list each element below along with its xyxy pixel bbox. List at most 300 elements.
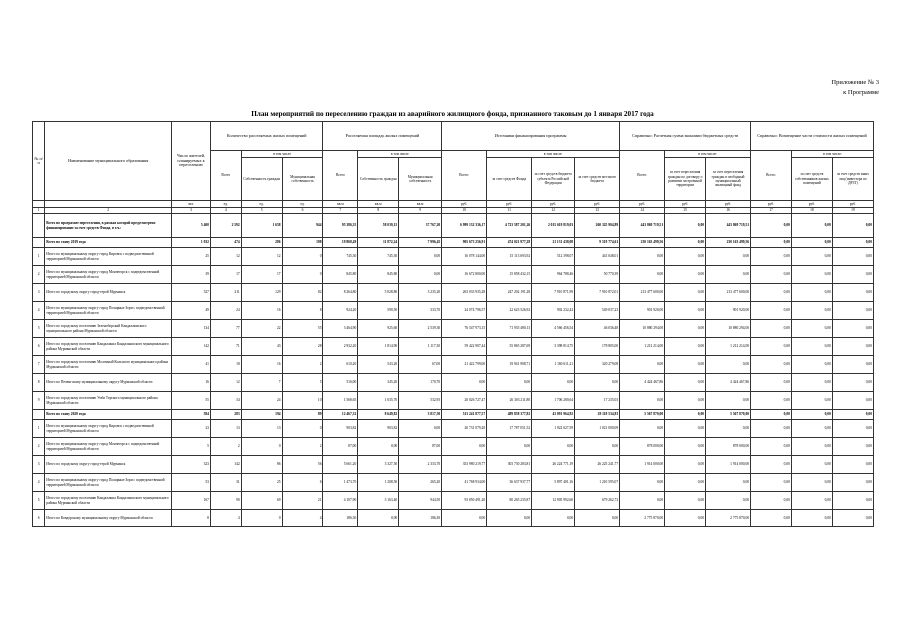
value-cell: 0,00	[791, 356, 832, 374]
value-cell: 474	[210, 238, 241, 248]
header-fin-incl: в том числе:	[487, 151, 620, 158]
value-cell: 77	[210, 320, 241, 338]
value-cell: 0,00	[832, 356, 873, 374]
value-cell: 16	[172, 374, 211, 392]
table-row	[33, 438, 874, 456]
value-cell: 0,00	[791, 214, 832, 238]
table-row	[33, 420, 874, 438]
value-cell: 16 078 144,00	[442, 248, 487, 266]
value-cell: 1 208,50	[358, 474, 399, 492]
header-group-count: Количество расселяемых жилых помещений	[210, 122, 323, 151]
value-cell: 0,00	[620, 356, 665, 374]
value-cell: 41 768 934,00	[442, 474, 487, 492]
value-cell: 0,00	[665, 266, 706, 284]
value-cell: 50 770,39	[575, 266, 620, 284]
value-cell: 31	[210, 474, 241, 492]
value-cell: 4 723 587 201,26	[487, 214, 532, 238]
value-cell: 845,80	[323, 266, 358, 284]
value-cell: 320 279,08	[575, 356, 620, 374]
value-cell: 19 868,49	[323, 238, 358, 248]
value-cell: 0,00	[665, 238, 706, 248]
unit-cell: руб.	[706, 201, 751, 208]
value-cell: 0,00	[751, 302, 792, 320]
value-cell: 513 241 877,57	[442, 410, 487, 420]
value-cell: 4 566 456,54	[532, 320, 575, 338]
header-num: № п/п	[33, 122, 45, 201]
unit-cell: кв.м	[399, 201, 442, 208]
value-cell: 878 000,00	[706, 438, 751, 456]
value-cell: 21 422 799,00	[442, 356, 487, 374]
column-number-cell: 19	[832, 208, 873, 214]
table-row	[33, 374, 874, 392]
value-cell: 8 264,80	[323, 284, 358, 302]
column-number-cell: 5	[241, 208, 282, 214]
value-cell: 345,20	[358, 374, 399, 392]
header-ref-a: за счет переселения граждан по договору о развитии застроенной территории	[665, 158, 706, 201]
table-row	[33, 510, 874, 527]
value-cell: 0,00	[751, 474, 792, 492]
value-cell: 36 637 937,77	[487, 474, 532, 492]
value-cell: 55	[172, 392, 211, 410]
value-cell: 0,00	[832, 302, 873, 320]
municipality-name-cell: Итого по городскому округу город-герой Мурманск	[45, 284, 172, 302]
value-cell: 441 048,01	[575, 248, 620, 266]
value-cell: 443 869 719,51	[706, 214, 751, 238]
value-cell: 15 858 432,15	[487, 266, 532, 284]
unit-cell: руб.	[442, 201, 487, 208]
value-cell: 3 327,50	[358, 456, 399, 474]
value-cell: 944	[282, 214, 323, 238]
unit-cell: руб.	[487, 201, 532, 208]
value-cell: 71 935 480,13	[487, 320, 532, 338]
value-cell: 1 658	[241, 214, 282, 238]
value-cell: 2 775 870,00	[620, 510, 665, 527]
row-number-cell: 6	[33, 510, 45, 527]
value-cell: 443 869 719,51	[620, 214, 665, 238]
value-cell: 10 880 294,00	[706, 320, 751, 338]
row-number-cell: 9	[33, 392, 45, 410]
value-cell: 0,00	[706, 474, 751, 492]
value-cell: 527	[172, 284, 211, 302]
value-cell: 0,00	[665, 338, 706, 356]
value-cell: 7 910 871,99	[532, 284, 575, 302]
value-cell: 532,95	[399, 392, 442, 410]
value-cell: 2 932,20	[323, 338, 358, 356]
column-number-cell: 1	[33, 208, 45, 214]
value-cell: 16	[241, 302, 282, 320]
value-cell: 0,00	[665, 214, 706, 238]
value-cell: 4 424 467,86	[706, 374, 751, 392]
municipality-name-cell: Всего по этапу 2020 года	[45, 410, 172, 420]
value-cell: 0,00	[620, 492, 665, 510]
value-cell: 0,00	[751, 420, 792, 438]
column-number-cell: 15	[665, 208, 706, 214]
column-number-cell: 4	[210, 208, 241, 214]
value-cell: 925,60	[358, 320, 399, 338]
value-cell: 0,00	[832, 284, 873, 302]
table-row	[33, 266, 874, 284]
value-cell: 186,30	[399, 510, 442, 527]
header-mo: Наименование муниципального образования	[45, 122, 172, 201]
table-row	[33, 456, 874, 474]
value-cell: 0,00	[832, 214, 873, 238]
value-cell: 0,00	[751, 338, 792, 356]
value-cell: 0,00	[751, 284, 792, 302]
value-cell: 4	[210, 510, 241, 527]
value-cell: 20 731 079,20	[442, 420, 487, 438]
appendix-line-2: к Программе	[843, 89, 879, 96]
value-cell: 134	[172, 320, 211, 338]
unit-cell: чел.	[172, 201, 211, 208]
value-cell: 0,00	[665, 420, 706, 438]
value-cell: 0,00	[832, 266, 873, 284]
value-cell: 8	[172, 510, 211, 527]
value-cell: 2 539,30	[399, 320, 442, 338]
value-cell: 24	[210, 302, 241, 320]
value-cell: 265,20	[399, 474, 442, 492]
header-group-ref1: Справочно: Расчетная сумма экономии бюджетных средств	[620, 122, 751, 151]
value-cell: 0,00	[532, 510, 575, 527]
value-cell: 0,00	[665, 438, 706, 456]
value-cell: 12 467,32	[323, 410, 358, 420]
value-cell: 0,00	[399, 248, 442, 266]
municipality-name-cell: Итого по муниципальному округу город Полярные Зори с подведомственной территорией Мурманской области	[45, 302, 172, 320]
value-cell: 39	[172, 266, 211, 284]
column-number-cell: 16	[706, 208, 751, 214]
value-cell: 2 015 619 819,03	[532, 214, 575, 238]
value-cell: 230 163 499,56	[706, 238, 751, 248]
value-cell: 1 032	[172, 238, 211, 248]
value-cell: 15 113 693,92	[487, 248, 532, 266]
value-cell: 43	[241, 338, 282, 356]
value-cell: 69	[241, 492, 282, 510]
value-cell: 0,00	[832, 474, 873, 492]
column-number-cell: 14	[620, 208, 665, 214]
value-cell: 17 235,03	[575, 392, 620, 410]
value-cell: 22	[241, 320, 282, 338]
value-cell: 0,00	[791, 456, 832, 474]
value-cell: 6	[282, 474, 323, 492]
value-cell: 0,00	[832, 410, 873, 420]
value-cell: 194	[241, 410, 282, 420]
value-cell: 1 473,70	[323, 474, 358, 492]
value-cell: 1 914 000,00	[706, 456, 751, 474]
row-number-cell: 6	[33, 338, 45, 356]
value-cell: 0,00	[791, 420, 832, 438]
value-cell: 55	[282, 320, 323, 338]
unit-cell: кв.м	[323, 201, 358, 208]
value-cell: 0,00	[665, 492, 706, 510]
value-cell: 903,82	[323, 420, 358, 438]
unit-cell: руб.	[665, 201, 706, 208]
appendix-line-1: Приложение № 3	[831, 79, 879, 86]
value-cell: 46 036,48	[575, 320, 620, 338]
header-ref-b: за счет переселения граждан в свободный муниципальный жилищный фонд	[706, 158, 751, 201]
header-own-citizens-2: Собственность граждан	[358, 158, 399, 201]
value-cell: 0,00	[620, 392, 665, 410]
value-cell: 5 661,20	[323, 456, 358, 474]
value-cell: 0,00	[832, 374, 873, 392]
value-cell: 0	[282, 420, 323, 438]
header-group-fin: Источники финансирования программы	[442, 122, 620, 151]
row-number-cell	[33, 238, 45, 248]
value-cell: 474 021 977,28	[487, 238, 532, 248]
value-cell: 142	[210, 456, 241, 474]
value-cell: 0,00	[399, 266, 442, 284]
header-own-citizens: Собственность граждан	[241, 158, 282, 201]
value-cell: 0,00	[791, 474, 832, 492]
value-cell: 0	[241, 510, 282, 527]
row-number-cell: 1	[33, 248, 45, 266]
table-row	[33, 284, 874, 302]
value-cell: 211	[210, 284, 241, 302]
value-cell: 7 996,45	[399, 238, 442, 248]
municipality-name-cell: Итого по муниципальному округу город Мончегорск с подведомственной территорией Мурманской области	[45, 438, 172, 456]
value-cell: 0,00	[665, 284, 706, 302]
value-cell: 0,00	[532, 374, 575, 392]
value-cell: 129	[241, 284, 282, 302]
value-cell: 0,00	[751, 492, 792, 510]
value-cell: 489 838 377,82	[487, 410, 532, 420]
header-group-area: Расселяемая площадь жилых помещений	[323, 122, 442, 151]
value-cell: 0,00	[832, 438, 873, 456]
value-cell: 25	[172, 248, 211, 266]
value-cell: 0,00	[665, 510, 706, 527]
value-cell: 0,00	[751, 438, 792, 456]
value-cell: 34	[210, 392, 241, 410]
header-fin-total: Всего:	[442, 151, 487, 201]
value-cell: 0,00	[791, 238, 832, 248]
table-row	[33, 474, 874, 492]
value-cell: 2 592	[210, 214, 241, 238]
value-cell: 4 107,90	[323, 492, 358, 510]
value-cell: 5 567 870,00	[620, 410, 665, 420]
value-cell: 67,00	[399, 356, 442, 374]
value-cell: 93 850 491,20	[442, 492, 487, 510]
header-area-total: Всего	[323, 151, 358, 201]
value-cell: 28	[282, 338, 323, 356]
value-cell: 0,00	[751, 356, 792, 374]
header-group-ref2: Справочно: Возмещение части стоимости жилых помещений	[751, 122, 874, 151]
column-number-cell: 3	[172, 208, 211, 214]
value-cell: 0,00	[832, 320, 873, 338]
value-cell: 2	[282, 438, 323, 456]
municipality-name-cell: Итого по Ковдорскому муниципальному округу Мурманской области	[45, 510, 172, 527]
value-cell: 924,20	[323, 302, 358, 320]
value-cell: 1 922 027,59	[532, 420, 575, 438]
value-cell: 0,00	[442, 510, 487, 527]
value-cell: 76 547 973,15	[442, 320, 487, 338]
resettlement-plan-table	[32, 121, 874, 527]
value-cell: 24 074 796,57	[442, 302, 487, 320]
value-cell: 89	[282, 410, 323, 420]
value-cell: 1 568,65	[323, 392, 358, 410]
value-cell: 0,00	[832, 248, 873, 266]
municipality-name-cell: Итого по муниципальному округу город Полярные Зори с подведомственной территорией Мурманской области	[45, 474, 172, 492]
unit-cell: руб.	[832, 201, 873, 208]
value-cell: 1 212 214,00	[620, 338, 665, 356]
value-cell: 21	[282, 492, 323, 510]
value-cell: 186,30	[323, 510, 358, 527]
value-cell: 590,50	[358, 302, 399, 320]
value-cell: 0,00	[399, 420, 442, 438]
value-cell: 0,00	[358, 510, 399, 527]
value-cell: 16	[241, 356, 282, 374]
value-cell: 170,70	[399, 374, 442, 392]
value-cell: 0,00	[791, 438, 832, 456]
municipality-name-cell: Итого по городскому поселению Кандалакша Кандалакшского муниципального района Мурманской области	[45, 492, 172, 510]
value-cell: 5	[282, 374, 323, 392]
value-cell: 0,00	[665, 248, 706, 266]
value-cell: 0,00	[751, 410, 792, 420]
table-row	[33, 392, 874, 410]
value-cell: 2	[282, 356, 323, 374]
row-number-cell: 3	[33, 456, 45, 474]
table-body	[33, 201, 874, 527]
value-cell: 20 026 727,47	[442, 392, 487, 410]
value-cell: 0,00	[751, 214, 792, 238]
value-cell: 0,00	[751, 320, 792, 338]
value-cell: 17	[210, 266, 241, 284]
unit-cell: руб.	[751, 201, 792, 208]
table-total-row	[33, 410, 874, 420]
value-cell: 964 788,46	[532, 266, 575, 284]
value-cell: 0,00	[832, 510, 873, 527]
value-cell: 13	[210, 420, 241, 438]
value-cell: 0,00	[665, 410, 706, 420]
value-cell: 0,00	[442, 438, 487, 456]
value-cell: 19 941 908,71	[487, 356, 532, 374]
value-cell: 1 814,90	[358, 338, 399, 356]
value-cell: 1 210 595,07	[575, 474, 620, 492]
value-cell: 0,00	[791, 510, 832, 527]
document-title: План мероприятий по переселению граждан из аварийного жилищного фонда, признанного таковым до 1 января 2017 года	[251, 110, 654, 118]
table-row	[33, 302, 874, 320]
value-cell: 56	[282, 456, 323, 474]
value-cell: 845,80	[358, 266, 399, 284]
value-cell: 0,00	[487, 510, 532, 527]
value-cell: 198	[282, 238, 323, 248]
value-cell: 3 398 814,75	[532, 338, 575, 356]
value-cell: 55 865 287,69	[487, 338, 532, 356]
column-number-cell: 13	[575, 208, 620, 214]
table-row	[33, 338, 874, 356]
column-number-cell: 10	[442, 208, 487, 214]
value-cell: 0,00	[665, 392, 706, 410]
value-cell: 4 424 467,86	[620, 374, 665, 392]
row-number-cell: 5	[33, 320, 45, 338]
row-number-cell: 2	[33, 438, 45, 456]
value-cell: 0,00	[832, 492, 873, 510]
municipality-name-cell: Итого по городскому поселению Умба Терского муниципального района Мурманской области	[45, 392, 172, 410]
value-cell: 12 905 992,60	[532, 492, 575, 510]
row-number-cell: 1	[33, 420, 45, 438]
value-cell: 8	[282, 302, 323, 320]
value-cell: 512 398,07	[532, 248, 575, 266]
value-cell: 905 673 256,91	[442, 238, 487, 248]
unit-cell: ед.	[282, 201, 323, 208]
value-cell: 5 897 401,16	[532, 474, 575, 492]
value-cell: 745,30	[358, 248, 399, 266]
value-cell: 0,00	[706, 248, 751, 266]
value-cell: 1 035,70	[358, 392, 399, 410]
value-cell: 0,00	[575, 374, 620, 392]
value-cell: 3 163,40	[358, 492, 399, 510]
column-number-cell: 11	[487, 208, 532, 214]
value-cell: 1 117,30	[399, 338, 442, 356]
unit-cell	[33, 201, 45, 208]
value-cell: 0,00	[532, 438, 575, 456]
value-cell: 878 000,00	[620, 438, 665, 456]
column-number-cell: 6	[282, 208, 323, 214]
unit-cell: ед.	[241, 201, 282, 208]
municipality-name-cell: Итого по муниципальному округу город Кировск с подведомственной территорией Мурманской области	[45, 248, 172, 266]
row-number-cell: 3	[33, 284, 45, 302]
value-cell: 3 235,20	[399, 284, 442, 302]
municipality-name-cell: Итого по муниципальному округу город Кировск с подведомственной территорией Мурманской области	[45, 420, 172, 438]
table-row	[33, 320, 874, 338]
header-people: Число жителей, планируемых к переселению	[172, 122, 211, 201]
value-cell: 0,00	[706, 420, 751, 438]
value-cell: 26 225 241,77	[575, 456, 620, 474]
value-cell: 745,30	[323, 248, 358, 266]
table-row	[33, 492, 874, 510]
unit-cell: ед.	[210, 201, 241, 208]
row-number-cell: 7	[33, 356, 45, 374]
header-ref1-total: Всего:	[620, 151, 665, 201]
municipality-name-cell: Итого по городскому поселению Молочный Кольского муниципального района Мурманской области	[45, 356, 172, 374]
unit-cell: кв.м	[358, 201, 399, 208]
value-cell: 0,00	[706, 356, 751, 374]
value-cell: 5 567 870,00	[706, 410, 751, 420]
value-cell: 0,00	[665, 320, 706, 338]
value-cell: 59 422 907,44	[442, 338, 487, 356]
value-cell: 24	[241, 392, 282, 410]
value-cell: 0,00	[706, 266, 751, 284]
value-cell: 21 131 438,08	[532, 238, 575, 248]
value-cell: 87,00	[323, 438, 358, 456]
value-cell: 22 623 526,92	[487, 302, 532, 320]
value-cell: 29 118 534,83	[575, 410, 620, 420]
value-cell: 0,00	[791, 302, 832, 320]
value-cell: 0,00	[665, 302, 706, 320]
value-cell: 0,00	[832, 456, 873, 474]
value-cell: 0,00	[832, 238, 873, 248]
value-cell: 0,00	[832, 338, 873, 356]
value-cell: 0,00	[751, 456, 792, 474]
value-cell: 0,00	[791, 248, 832, 266]
column-number-cell: 2	[45, 208, 172, 214]
value-cell: 303 730 283,81	[487, 456, 532, 474]
header-area-incl: в том числе	[358, 151, 442, 158]
header-ref2-b: за счет средств иных лиц (инвестора по ДРЗТ)	[832, 158, 873, 201]
value-cell: 53	[172, 474, 211, 492]
value-cell: 10 880 294,00	[620, 320, 665, 338]
value-cell: 0,00	[751, 374, 792, 392]
value-cell: 0,00	[791, 392, 832, 410]
value-cell: 0,00	[665, 456, 706, 474]
column-number-cell: 17	[751, 208, 792, 214]
row-number-cell	[33, 410, 45, 420]
row-number-cell: 4	[33, 474, 45, 492]
value-cell: 0,00	[791, 410, 832, 420]
value-cell: 0,00	[791, 374, 832, 392]
value-cell: 3 817,50	[399, 410, 442, 420]
header-ref2-total: Всего:	[751, 151, 792, 201]
value-cell: 0,00	[751, 266, 792, 284]
header-own-municipal: Муниципальная собственность	[282, 158, 323, 201]
municipality-name-cell: Итого по муниципальному округу город Мончегорск с подведомственной территорией Мурманской области	[45, 266, 172, 284]
